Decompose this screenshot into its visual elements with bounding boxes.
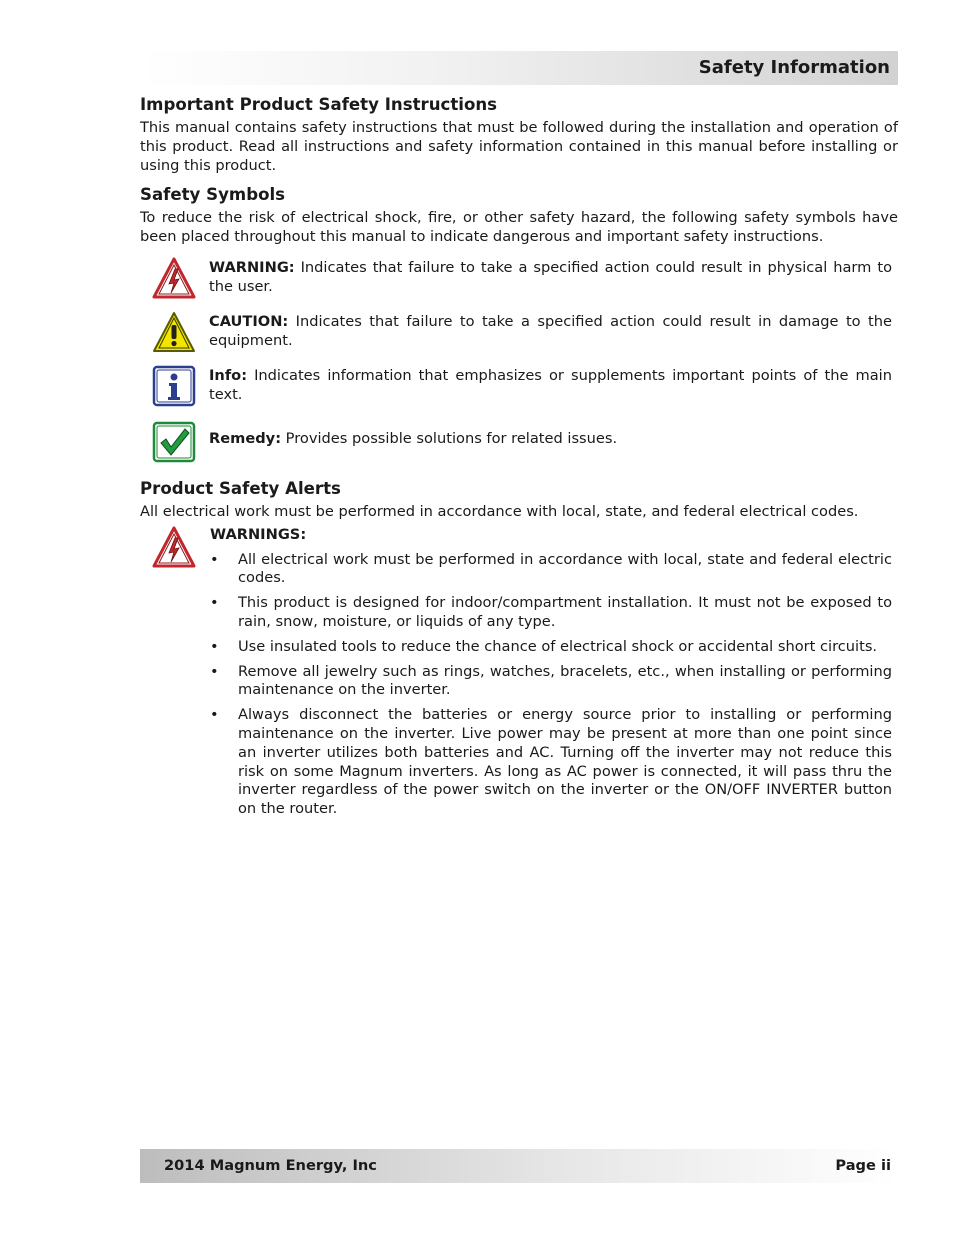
list-item bbox=[210, 638, 892, 657]
symbol-caution-desc: Indicates that failure to take a specified action could result in damage to the equipment. bbox=[209, 312, 892, 349]
footer-bar bbox=[140, 1149, 898, 1183]
list-item-text: Use insulated tools to reduce the chance of electrical shock or accidental short circuits. bbox=[238, 637, 878, 655]
symbol-warning-text bbox=[209, 259, 892, 297]
warning-shock-icon bbox=[152, 257, 196, 299]
symbol-remedy bbox=[140, 421, 898, 479]
page-section-title: Safety Information bbox=[698, 57, 890, 78]
symbol-remedy-label: Remedy: bbox=[209, 429, 282, 447]
list-item-text: Remove all jewelry such as rings, watches, bracelets, etc., when installing or performing maintenance on the inverter. bbox=[238, 662, 892, 699]
bullet-icon: • bbox=[210, 706, 219, 724]
symbol-warning-label: WARNING: bbox=[209, 258, 295, 276]
symbol-remedy-desc: Provides possible solutions for related issues. bbox=[281, 429, 618, 447]
page-number: Page ii bbox=[835, 1157, 891, 1174]
instructions-heading: Important Product Safety Instructions bbox=[140, 95, 498, 114]
list-item-text: Always disconnect the batteries or energy source prior to installing or performing maintenance on the inverter. Live power may be present at more than one point since an inverter utilizes both batteries and AC. Turning off the inverter may not reduce this risk on some Magnum inverters. As long as AC power is connected, it will pass thru the inverter regardless of the power switch on the inverter or the ON/OFF INVERTER button on the router. bbox=[238, 706, 892, 818]
alerts-heading: Product Safety Alerts bbox=[140, 478, 341, 498]
list-item bbox=[210, 551, 892, 589]
warnings-label: WARNINGS: bbox=[210, 525, 307, 543]
alerts-block bbox=[140, 526, 898, 819]
warnings-list bbox=[210, 551, 892, 819]
symbol-caution-label: CAUTION: bbox=[209, 312, 289, 330]
symbol-remedy-text bbox=[209, 430, 892, 449]
list-item bbox=[210, 706, 892, 819]
page-content bbox=[140, 95, 898, 825]
symbol-info-desc: Indicates information that emphasizes or supplements important points of the main text. bbox=[209, 366, 892, 403]
symbols-heading: Safety Symbols bbox=[140, 185, 286, 205]
symbol-caution bbox=[140, 311, 898, 365]
symbol-info bbox=[140, 365, 898, 421]
info-icon bbox=[152, 365, 196, 407]
list-item-text: All electrical work must be performed in accordance with local, state and federal electric codes. bbox=[238, 550, 892, 587]
checkmark-icon bbox=[152, 421, 196, 463]
list-item bbox=[210, 594, 892, 632]
list-item bbox=[210, 663, 892, 701]
footer-copyright: 2014 Magnum Energy, Inc bbox=[164, 1157, 377, 1174]
alerts-column bbox=[210, 526, 892, 819]
warning-shock-icon bbox=[152, 526, 196, 568]
symbol-warning bbox=[140, 257, 898, 311]
symbol-info-label: Info: bbox=[209, 366, 248, 384]
bullet-icon: • bbox=[210, 637, 219, 655]
bullet-icon: • bbox=[210, 550, 219, 568]
list-item-text: This product is designed for indoor/compartment installation. It must not be exposed to rain, snow, moisture, or liquids of any type. bbox=[238, 594, 892, 630]
symbol-warning-desc: Indicates that failure to take a specified action could result in physical harm to the user. bbox=[209, 258, 892, 295]
symbol-info-text bbox=[209, 367, 892, 405]
alerts-body: All electrical work must be performed in accordance with local, state, and federal electrical codes. bbox=[140, 502, 859, 520]
instructions-body: This manual contains safety instructions that must be followed during the installation and operation of this product. Read all instructions and safety information contained in this manual before installing or using this product. bbox=[140, 119, 898, 174]
symbol-caution-text bbox=[209, 313, 892, 351]
caution-icon bbox=[152, 311, 196, 353]
bullet-icon: • bbox=[210, 662, 219, 680]
symbols-body: To reduce the risk of electrical shock, fire, or other safety hazard, the following safety symbols have been placed throughout this manual to indicate dangerous and important safety instructions. bbox=[140, 209, 898, 246]
header-bar bbox=[140, 51, 898, 85]
bullet-icon: • bbox=[210, 594, 219, 612]
